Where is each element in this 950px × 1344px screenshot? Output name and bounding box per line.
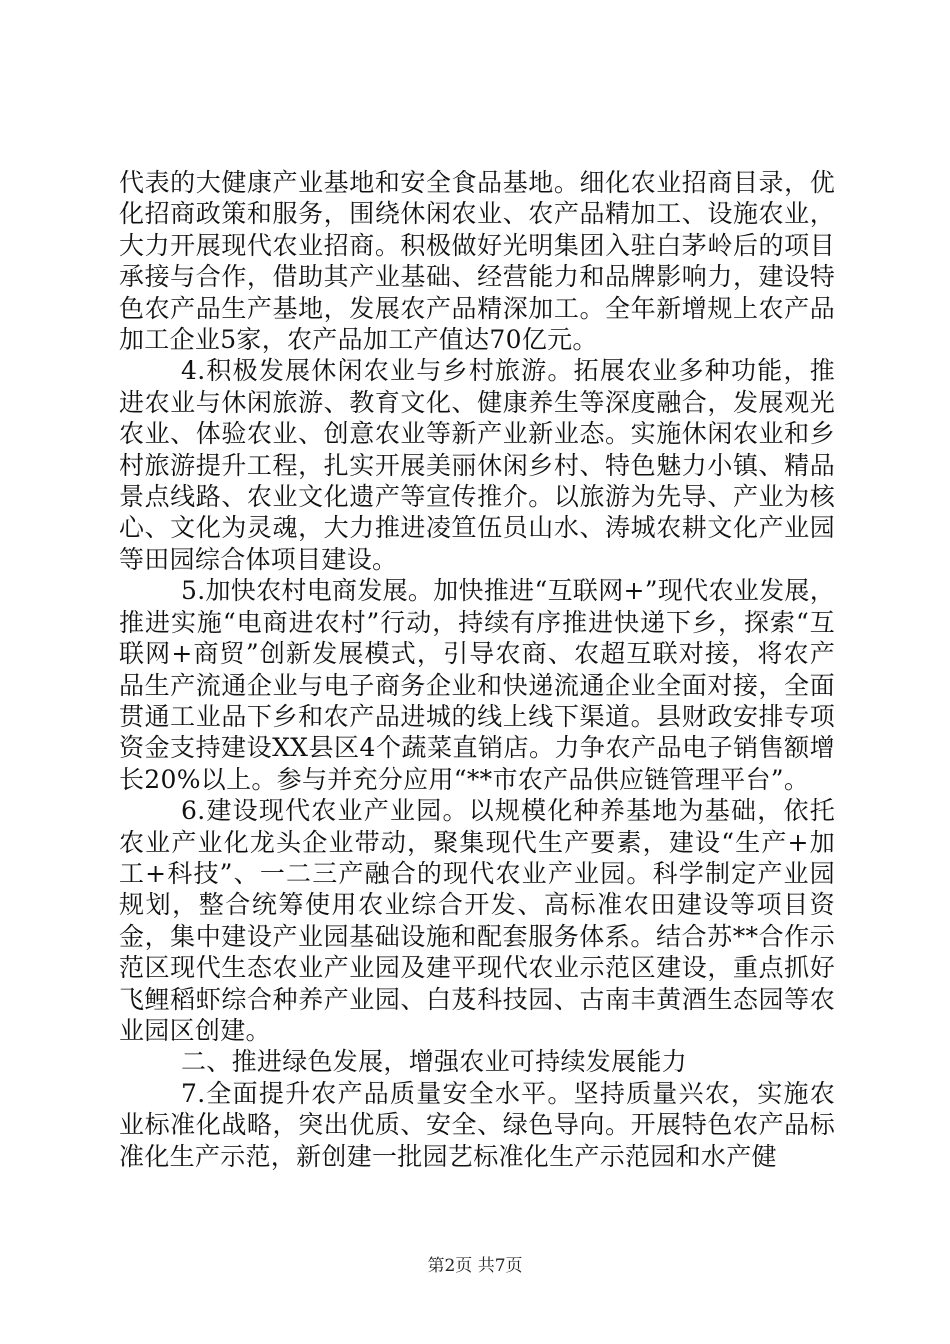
page-footer: 第2页 共7页 [427,1256,523,1276]
paragraph-investment: 代表的大健康产业基地和安全食品基地。细化农业招商目录，优化招商政策和服务，围绕休闲农业、农产品精加工、设施农业，大力开展现代农业招商。积极做好光明集团入驻白茅岭后的项目承接与合作，借助其产业基础、经营能力和品牌影响力，建设特色农产品生产基地，发展农产品精深加工。全年新增规上农产品加工企业5家，农产品加工产值达70亿元。 [119,168,835,355]
paragraph-quality-safety: 7.全面提升农产品质量安全水平。坚持质量兴农，实施农业标准化战略，突出优质、安全、绿色导向。开展特色农产品标准化生产示范，新创建一批园艺标准化生产示范园和水产健 [119,1078,835,1171]
paragraph-industrial-park: 6.建设现代农业产业园。以规模化种养基地为基础，依托农业产业化龙头企业带动，聚集现代生产要素，建设“生产+加工+科技”、一二三产融合的现代农业产业园。科学制定产业园规划，整合统筹使用农业综合开发、高标准农田建设等项目资金，集中建设产业园基础设施和配套服务体系。结合苏**合作示范区现代生态农业产业园及建平现代农业示范区建设，重点抓好飞鲤稻虾综合种养产业园、白芨科技园、古南丰黄酒生态园等农业园区创建。 [119,796,835,1045]
paragraph-rural-ecommerce: 5.加快农村电商发展。加快推进“互联网+”现代农业发展，推进实施“电商进农村”行动，持续有序推进快递下乡，探索“互联网+商贸”创新发展模式，引导农商、农超互联对接，将农产品生产流通企业与电子商务企业和快递流通企业全面对接，全面贯通工业品下乡和农产品进城的线上线下渠道。县财政安排专项资金支持建设XX县区4个蔬菜直销店。力争农产品电子销售额增长20%以上。参与并充分应用“**市农产品供应链管理平台”。 [119,576,835,794]
section-heading-green-development: 二、推进绿色发展，增强农业可持续发展能力 [181,1047,688,1077]
document-body [119,167,835,1172]
paragraph-leisure-agriculture: 4.积极发展休闲农业与乡村旅游。拓展农业多种功能，推进农业与休闲旅游、教育文化、健康养生等深度融合，发展观光农业、体验农业、创意农业等新产业新业态。实施休闲农业和乡村旅游提升工程，扎实开展美丽休闲乡村、特色魅力小镇、精品景点线路、农业文化遗产等宣传推介。以旅游为先导、产业为核心、文化为灵魂，大力推进凌笪伍员山水、涛城农耕文化产业园等田园综合体项目建设。 [119,356,835,574]
